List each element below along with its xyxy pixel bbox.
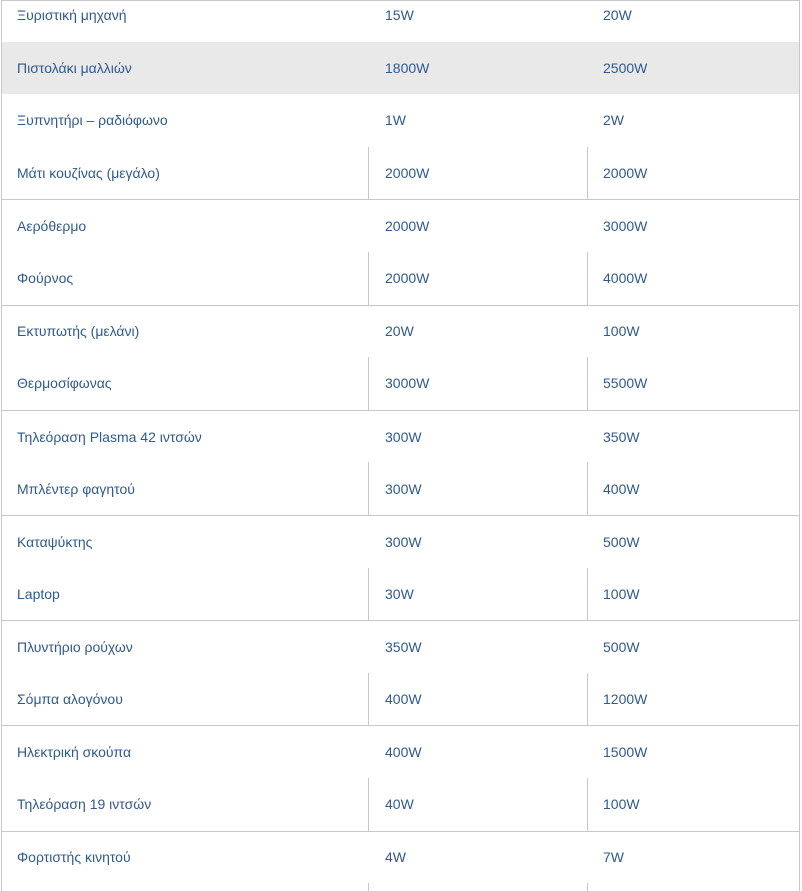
appliance-cell: Ηλεκτρική σκούπα xyxy=(17,744,132,761)
max-power-cell: 1200W xyxy=(603,691,648,708)
column-divider xyxy=(587,778,588,831)
appliance-cell: Τηλεόραση 19 ιντσών xyxy=(17,796,152,813)
column-divider xyxy=(368,357,369,410)
table-row xyxy=(2,410,799,463)
min-power-cell: 15W xyxy=(385,7,414,24)
max-power-cell: 500W xyxy=(603,638,640,655)
appliance-cell: Πιστολάκι μαλλιών xyxy=(17,59,132,76)
min-power-cell: 2000W xyxy=(385,165,430,182)
min-power-cell: 4W xyxy=(385,849,406,866)
table-row xyxy=(2,462,799,515)
table-row xyxy=(2,673,799,726)
appliance-cell: Πλυντήριο ρούχων xyxy=(17,638,133,655)
appliance-cell: Laptop xyxy=(17,585,60,602)
min-power-cell: 350W xyxy=(385,638,422,655)
min-power-cell: 2000W xyxy=(385,218,430,235)
max-power-cell: 3000W xyxy=(603,218,648,235)
table-row xyxy=(2,199,799,252)
table-row xyxy=(2,94,799,147)
max-power-cell: 2W xyxy=(603,112,624,129)
column-divider xyxy=(368,778,369,831)
min-power-cell: 1800W xyxy=(385,59,430,76)
column-divider xyxy=(368,568,369,621)
max-power-cell: 100W xyxy=(603,796,640,813)
column-divider xyxy=(368,252,369,305)
column-divider xyxy=(587,252,588,305)
column-divider xyxy=(587,883,588,891)
table-row xyxy=(2,725,799,778)
min-power-cell: 2000W xyxy=(385,270,430,287)
appliance-cell: Αερόθερμο xyxy=(17,218,87,235)
column-divider xyxy=(368,883,369,891)
table-row xyxy=(2,305,799,358)
table-row xyxy=(2,0,799,42)
max-power-cell: 2500W xyxy=(603,59,648,76)
table-row xyxy=(2,831,799,884)
max-power-cell: 4000W xyxy=(603,270,648,287)
max-power-cell: 20W xyxy=(603,7,632,24)
column-divider xyxy=(587,462,588,515)
table-row xyxy=(2,252,799,305)
min-power-cell: 40W xyxy=(385,796,414,813)
column-divider xyxy=(368,462,369,515)
min-power-cell: 300W xyxy=(385,428,422,445)
max-power-cell: 1500W xyxy=(603,744,648,761)
max-power-cell: 7W xyxy=(603,849,624,866)
min-power-cell: 300W xyxy=(385,480,422,497)
appliance-cell: Μπλέντερ φαγητού xyxy=(17,480,135,497)
column-divider xyxy=(587,673,588,726)
table-row xyxy=(2,778,799,831)
min-power-cell: 20W xyxy=(385,323,414,340)
column-divider xyxy=(587,568,588,621)
min-power-cell: 400W xyxy=(385,744,422,761)
min-power-cell: 3000W xyxy=(385,375,430,392)
table-row xyxy=(2,42,799,95)
appliance-cell: Εκτυπωτής (μελάνι) xyxy=(17,323,140,340)
table-row xyxy=(2,883,799,891)
column-divider xyxy=(587,147,588,200)
appliance-cell: Θερμοσίφωνας xyxy=(17,375,112,392)
min-power-cell: 30W xyxy=(385,585,414,602)
max-power-cell: 2000W xyxy=(603,165,648,182)
appliance-cell: Καταψύκτης xyxy=(17,533,93,550)
min-power-cell: 400W xyxy=(385,691,422,708)
table-row xyxy=(2,357,799,410)
min-power-cell: 1W xyxy=(385,112,406,129)
max-power-cell: 100W xyxy=(603,585,640,602)
max-power-cell: 400W xyxy=(603,480,640,497)
table-row xyxy=(2,147,799,200)
max-power-cell: 500W xyxy=(603,533,640,550)
max-power-cell: 100W xyxy=(603,323,640,340)
column-divider xyxy=(368,673,369,726)
max-power-cell: 5500W xyxy=(603,375,648,392)
column-divider xyxy=(587,357,588,410)
appliance-cell: Σόμπα αλογόνου xyxy=(17,691,123,708)
min-power-cell: 300W xyxy=(385,533,422,550)
appliance-cell: Μάτι κουζίνας (μεγάλο) xyxy=(17,165,160,182)
table-row xyxy=(2,515,799,568)
table-row xyxy=(2,620,799,673)
appliance-cell: Φορτιστής κινητού xyxy=(17,849,131,866)
max-power-cell: 350W xyxy=(603,428,640,445)
appliance-cell: Τηλεόραση Plasma 42 ιντσών xyxy=(17,428,202,445)
column-divider xyxy=(368,147,369,200)
appliance-cell: Φούρνος xyxy=(17,270,74,287)
table-row xyxy=(2,568,799,621)
appliance-cell: Ξυπνητήρι – ραδιόφωνο xyxy=(17,112,168,129)
appliance-cell: Ξυριστική μηχανή xyxy=(17,7,127,24)
power-consumption-table xyxy=(1,0,800,891)
